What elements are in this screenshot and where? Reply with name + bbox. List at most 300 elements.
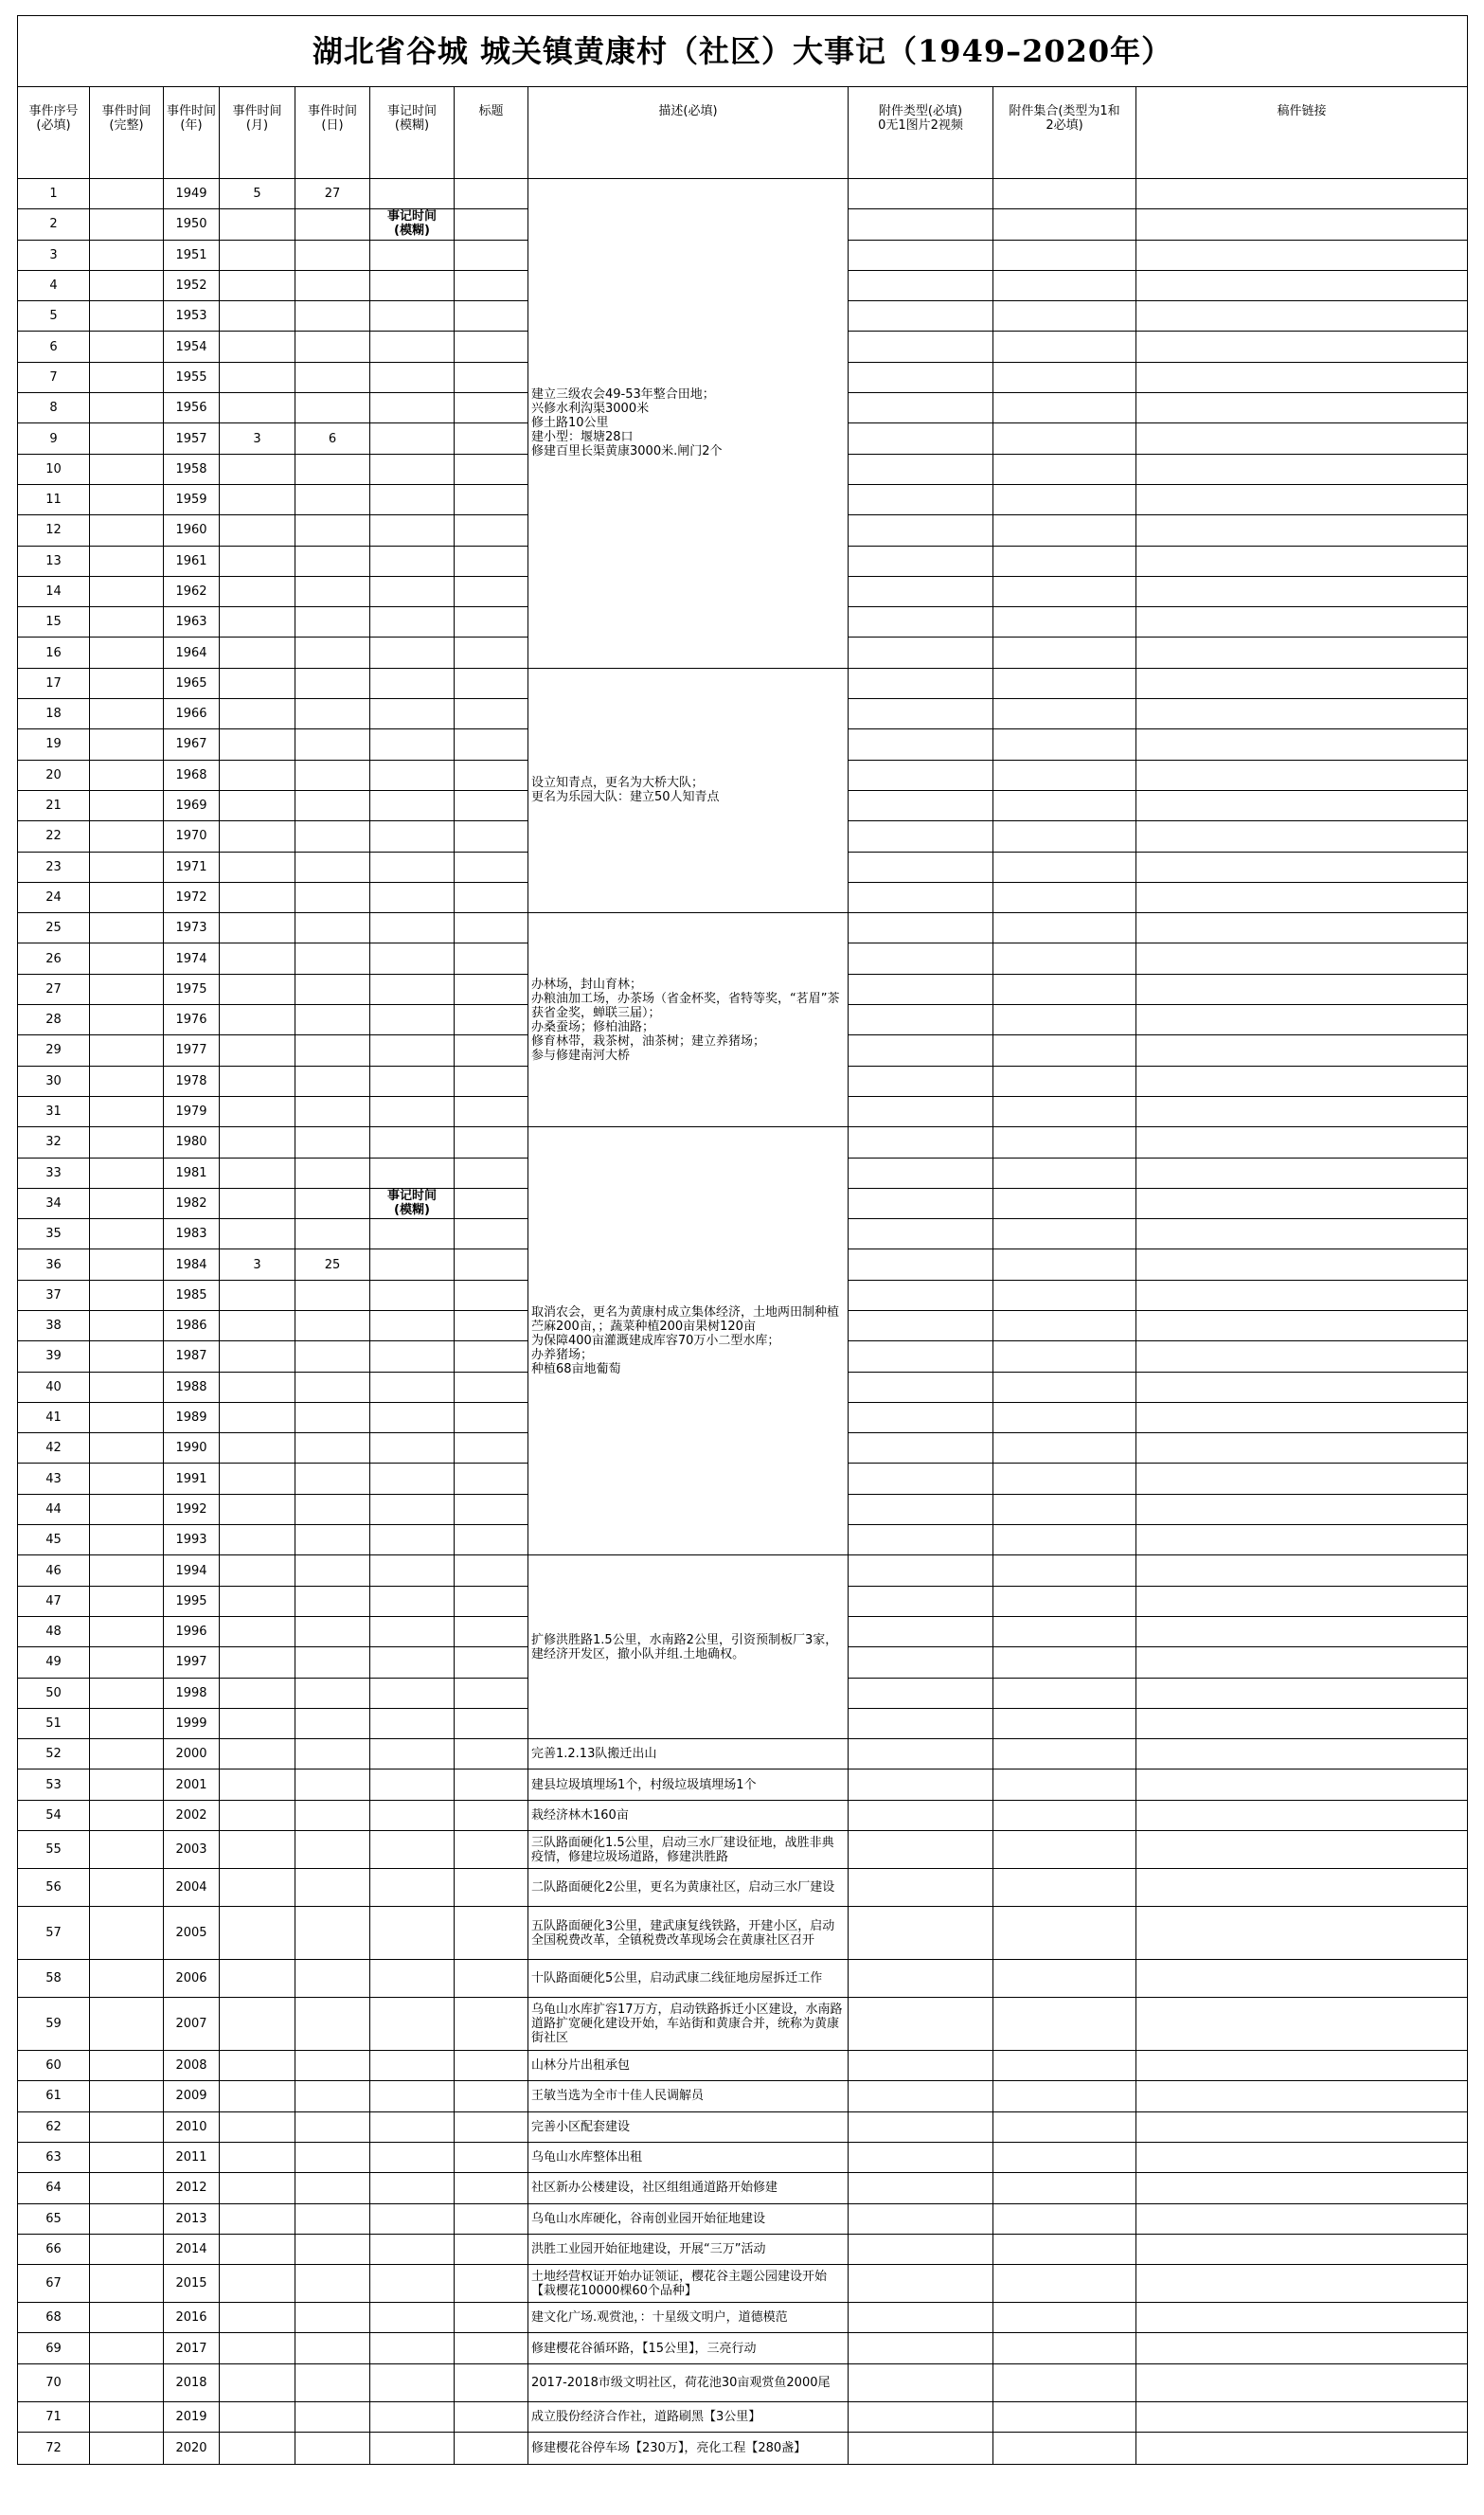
- cell-attachment-type: [849, 821, 993, 852]
- cell-event-time-full: [90, 2333, 164, 2363]
- header-attachment-set: 附件集合(类型为1和 2必填): [993, 87, 1136, 179]
- cell-attachment-type: [849, 1960, 993, 1998]
- cell-event-day: [295, 1066, 370, 1096]
- cell-event-no: 23: [18, 852, 90, 882]
- cell-attachment-set: [993, 1998, 1136, 2051]
- table-row: [18, 179, 1468, 209]
- cell-attachment-type: [849, 209, 993, 240]
- cell-description: 二队路面硬化2公里，更名为黄康社区，启动三水厂建设: [528, 1869, 849, 1907]
- cell-event-time-fuzzy: [370, 1127, 455, 1158]
- cell-article-link: [1136, 1647, 1468, 1678]
- cell-article-link: [1136, 1310, 1468, 1340]
- cell-event-time-full: [90, 1769, 164, 1800]
- table-row: [18, 1831, 1468, 1869]
- cell-event-time-full: [90, 668, 164, 698]
- cell-event-time-full: [90, 2401, 164, 2432]
- cell-event-title: [455, 2203, 528, 2234]
- cell-event-day: [295, 1433, 370, 1464]
- cell-event-month: [220, 1188, 295, 1218]
- cell-event-time-full: [90, 882, 164, 912]
- cell-event-no: 59: [18, 1998, 90, 2051]
- cell-article-link: [1136, 1831, 1468, 1869]
- cell-event-month: [220, 1096, 295, 1126]
- cell-attachment-type: [849, 1310, 993, 1340]
- cell-event-month: [220, 1525, 295, 1555]
- cell-event-time-fuzzy: [370, 1464, 455, 1494]
- cell-event-time-full: [90, 2433, 164, 2465]
- cell-article-link: [1136, 1280, 1468, 1310]
- cell-attachment-type: [849, 1372, 993, 1402]
- cell-event-month: [220, 790, 295, 820]
- cell-attachment-type: [849, 1402, 993, 1432]
- cell-attachment-set: [993, 393, 1136, 423]
- cell-attachment-type: [849, 1739, 993, 1769]
- cell-article-link: [1136, 943, 1468, 974]
- cell-event-time-full: [90, 1158, 164, 1188]
- cell-event-no: 63: [18, 2142, 90, 2172]
- cell-event-title: [455, 1158, 528, 1188]
- cell-event-title: [455, 638, 528, 668]
- cell-attachment-set: [993, 301, 1136, 332]
- cell-event-no: 44: [18, 1494, 90, 1524]
- cell-event-no: 68: [18, 2303, 90, 2333]
- cell-event-day: [295, 1158, 370, 1188]
- cell-event-year: 1960: [164, 515, 220, 546]
- cell-event-day: [295, 332, 370, 362]
- cell-event-time-full: [90, 1960, 164, 1998]
- cell-event-day: [295, 1769, 370, 1800]
- cell-event-day: [295, 1525, 370, 1555]
- cell-event-time-fuzzy: [370, 1249, 455, 1280]
- cell-event-day: [295, 2401, 370, 2432]
- cell-attachment-set: [993, 1280, 1136, 1310]
- cell-event-month: [220, 546, 295, 576]
- cell-event-day: [295, 362, 370, 392]
- cell-attachment-set: [993, 2111, 1136, 2142]
- cell-event-no: 53: [18, 1769, 90, 1800]
- cell-event-year: 1984: [164, 1249, 220, 1280]
- cell-attachment-type: [849, 2401, 993, 2432]
- cell-event-day: [295, 1188, 370, 1218]
- cell-event-time-full: [90, 454, 164, 484]
- cell-event-year: 2006: [164, 1960, 220, 1998]
- cell-event-month: [220, 393, 295, 423]
- cell-event-time-fuzzy: [370, 1708, 455, 1738]
- cell-event-year: 1992: [164, 1494, 220, 1524]
- cell-event-title: [455, 1494, 528, 1524]
- cell-event-time-fuzzy: [370, 301, 455, 332]
- cell-event-time-fuzzy: [370, 2265, 455, 2303]
- cell-event-time-fuzzy: [370, 882, 455, 912]
- cell-event-month: [220, 1960, 295, 1998]
- cell-description-merged: 设立知青点，更名为大桥大队； 更名为乐园大队：建立50人知青点: [528, 668, 849, 912]
- cell-event-year: 1956: [164, 393, 220, 423]
- cell-event-year: 1970: [164, 821, 220, 852]
- table-row: [18, 1998, 1468, 2051]
- cell-event-year: 2017: [164, 2333, 220, 2363]
- cell-description: 土地经营权证开始办证领证，樱花谷主题公园建设开始【栽樱花10000棵60个品种】: [528, 2265, 849, 2303]
- cell-event-title: [455, 1341, 528, 1372]
- cell-event-year: 2007: [164, 1998, 220, 2051]
- cell-event-time-full: [90, 1998, 164, 2051]
- cell-event-month: [220, 362, 295, 392]
- cell-article-link: [1136, 2173, 1468, 2203]
- cell-event-year: 2005: [164, 1907, 220, 1960]
- cell-attachment-type: [849, 943, 993, 974]
- cell-attachment-set: [993, 852, 1136, 882]
- cell-attachment-set: [993, 1800, 1136, 1830]
- cell-article-link: [1136, 270, 1468, 300]
- cell-event-time-full: [90, 2363, 164, 2401]
- cell-event-title: [455, 1586, 528, 1616]
- cell-attachment-set: [993, 1433, 1136, 1464]
- cell-event-title: [455, 2303, 528, 2333]
- cell-event-day: [295, 943, 370, 974]
- cell-description: 2017-2018市级文明社区，荷花池30亩观赏鱼2000尾: [528, 2363, 849, 2401]
- cell-description: 建文化广场.观赏池，：十星级文明户，道德模范: [528, 2303, 849, 2333]
- cell-event-month: [220, 515, 295, 546]
- cell-event-time-fuzzy: [370, 668, 455, 698]
- cell-event-time-full: [90, 1341, 164, 1372]
- cell-event-time-full: [90, 2265, 164, 2303]
- cell-attachment-set: [993, 515, 1136, 546]
- cell-description: 修建樱花谷停车场【230万】，亮化工程【280盏】: [528, 2433, 849, 2465]
- header-description: 描述(必填): [528, 87, 849, 179]
- cell-attachment-type: [849, 454, 993, 484]
- cell-event-day: 27: [295, 179, 370, 209]
- cell-event-time-full: [90, 1586, 164, 1616]
- cell-attachment-set: [993, 2333, 1136, 2363]
- cell-attachment-type: [849, 1188, 993, 1218]
- cell-attachment-type: [849, 1525, 993, 1555]
- cell-event-time-fuzzy: [370, 1831, 455, 1869]
- cell-event-time-full: [90, 760, 164, 790]
- cell-article-link: [1136, 1066, 1468, 1096]
- cell-event-time-full: [90, 515, 164, 546]
- cell-attachment-type: [849, 638, 993, 668]
- cell-event-time-full: [90, 1494, 164, 1524]
- cell-article-link: [1136, 454, 1468, 484]
- cell-event-year: 2014: [164, 2234, 220, 2264]
- cell-event-title: [455, 1219, 528, 1249]
- cell-event-day: [295, 1280, 370, 1310]
- cell-attachment-type: [849, 1907, 993, 1960]
- cell-event-no: 13: [18, 546, 90, 576]
- cell-event-month: [220, 668, 295, 698]
- cell-description: 乌龟山水库扩容17万方，启动铁路拆迁小区建设，水南路道路扩宽硬化建设开始，车站街和黄康合并，统称为黄康街社区: [528, 1998, 849, 2051]
- cell-attachment-type: [849, 2081, 993, 2111]
- cell-description-merged: 办林场，封山育林； 办粮油加工场，办茶场（省金杯奖，省特等奖，“茗眉”茶获省金奖，蝉联三届）； 办桑蚕场；修柏油路； 修育林带，栽茶树，油茶树；建立养猪场； 参与修建南河大桥: [528, 913, 849, 1127]
- cell-event-time-fuzzy: [370, 1678, 455, 1708]
- cell-event-month: [220, 2363, 295, 2401]
- cell-attachment-set: [993, 484, 1136, 514]
- cell-event-day: [295, 2051, 370, 2081]
- cell-event-month: [220, 332, 295, 362]
- cell-event-no: 20: [18, 760, 90, 790]
- cell-description: 三队路面硬化1.5公里，启动三水厂建设征地，战胜非典疫情，修建垃圾场道路，修建洪胜路: [528, 1831, 849, 1869]
- cell-event-day: [295, 638, 370, 668]
- cell-event-month: [220, 638, 295, 668]
- cell-event-month: [220, 760, 295, 790]
- cell-event-month: [220, 2173, 295, 2203]
- cell-event-year: 1997: [164, 1647, 220, 1678]
- cell-event-time-fuzzy: [370, 1341, 455, 1372]
- cell-event-time-full: [90, 2303, 164, 2333]
- cell-event-day: [295, 515, 370, 546]
- cell-event-no: 52: [18, 1739, 90, 1769]
- cell-article-link: [1136, 301, 1468, 332]
- cell-attachment-set: [993, 607, 1136, 638]
- cell-event-year: 1985: [164, 1280, 220, 1310]
- cell-event-day: [295, 1035, 370, 1066]
- cell-event-time-full: [90, 332, 164, 362]
- cell-event-time-fuzzy: [370, 1647, 455, 1678]
- cell-event-time-fuzzy: [370, 576, 455, 606]
- cell-article-link: [1136, 1708, 1468, 1738]
- cell-event-time-full: [90, 1616, 164, 1646]
- cell-event-day: [295, 1831, 370, 1869]
- cell-event-title: [455, 1096, 528, 1126]
- cell-event-year: 1983: [164, 1219, 220, 1249]
- cell-event-month: [220, 2051, 295, 2081]
- cell-attachment-set: [993, 2265, 1136, 2303]
- cell-attachment-type: [849, 1494, 993, 1524]
- cell-event-year: 1991: [164, 1464, 220, 1494]
- cell-event-title: [455, 1960, 528, 1998]
- cell-event-no: 34: [18, 1188, 90, 1218]
- cell-event-year: 1980: [164, 1127, 220, 1158]
- cell-attachment-set: [993, 1525, 1136, 1555]
- cell-event-time-full: [90, 1219, 164, 1249]
- header-event-title: 标题: [455, 87, 528, 179]
- cell-event-day: [295, 1402, 370, 1432]
- cell-description-merged: 取消农会，更名为黄康村成立集体经济，土地两田制种植苎麻200亩，；蔬菜种植200亩果树120亩 为保障400亩灌溉建成库容70万小二型水库； 办养猪场； 种植68亩地葡萄: [528, 1127, 849, 1555]
- cell-event-time-full: [90, 1525, 164, 1555]
- cell-event-month: [220, 2333, 295, 2363]
- cell-article-link: [1136, 638, 1468, 668]
- cell-event-month: [220, 882, 295, 912]
- cell-event-time-full: [90, 1464, 164, 1494]
- cell-event-time-fuzzy: [370, 2303, 455, 2333]
- cell-event-day: [295, 1869, 370, 1907]
- cell-event-day: [295, 1096, 370, 1126]
- cell-description: 王敏当选为全市十佳人民调解员: [528, 2081, 849, 2111]
- cell-event-title: [455, 1555, 528, 1586]
- cell-event-time-fuzzy: [370, 1096, 455, 1126]
- cell-attachment-set: [993, 546, 1136, 576]
- cell-event-day: [295, 1464, 370, 1494]
- cell-event-title: [455, 1127, 528, 1158]
- cell-article-link: [1136, 1096, 1468, 1126]
- cell-event-day: [295, 668, 370, 698]
- cell-event-title: [455, 1708, 528, 1738]
- cell-event-no: 37: [18, 1280, 90, 1310]
- cell-event-title: [455, 1433, 528, 1464]
- cell-attachment-set: [993, 729, 1136, 760]
- cell-event-year: 2011: [164, 2142, 220, 2172]
- table-row: [18, 2433, 1468, 2465]
- cell-event-time-fuzzy: [370, 1035, 455, 1066]
- cell-event-no: 50: [18, 1678, 90, 1708]
- cell-attachment-type: [849, 179, 993, 209]
- cell-event-day: [295, 1960, 370, 1998]
- cell-event-time-fuzzy: [370, 1769, 455, 1800]
- cell-event-time-fuzzy: [370, 943, 455, 974]
- cell-article-link: [1136, 1769, 1468, 1800]
- cell-event-year: 1999: [164, 1708, 220, 1738]
- cell-event-day: [295, 1372, 370, 1402]
- cell-article-link: [1136, 484, 1468, 514]
- cell-article-link: [1136, 882, 1468, 912]
- cell-event-no: 12: [18, 515, 90, 546]
- cell-attachment-set: [993, 1096, 1136, 1126]
- cell-event-time-full: [90, 729, 164, 760]
- cell-attachment-type: [849, 1280, 993, 1310]
- cell-attachment-set: [993, 1907, 1136, 1960]
- table-row: [18, 2203, 1468, 2234]
- cell-event-time-fuzzy: 事记时间 (模糊): [370, 209, 455, 240]
- cell-event-time-full: [90, 1402, 164, 1432]
- cell-event-time-fuzzy: [370, 638, 455, 668]
- cell-event-time-fuzzy: [370, 240, 455, 270]
- cell-event-no: 9: [18, 423, 90, 454]
- cell-event-no: 1: [18, 179, 90, 209]
- cell-event-title: [455, 1616, 528, 1646]
- cell-event-day: [295, 1678, 370, 1708]
- cell-event-time-full: [90, 362, 164, 392]
- cell-attachment-set: [993, 1219, 1136, 1249]
- cell-event-day: [295, 2111, 370, 2142]
- cell-article-link: [1136, 1739, 1468, 1769]
- cell-event-title: [455, 301, 528, 332]
- cell-event-month: [220, 1831, 295, 1869]
- cell-event-time-full: [90, 943, 164, 974]
- cell-event-month: [220, 1586, 295, 1616]
- cell-event-time-fuzzy: [370, 1066, 455, 1096]
- cell-attachment-set: [993, 2234, 1136, 2264]
- cell-description: 洪胜工业园开始征地建设，开展“三万”活动: [528, 2234, 849, 2264]
- header-event-day: 事件时间 (日): [295, 87, 370, 179]
- cell-event-time-fuzzy: [370, 1800, 455, 1830]
- cell-attachment-type: [849, 790, 993, 820]
- cell-event-year: 1989: [164, 1402, 220, 1432]
- cell-event-day: [295, 1647, 370, 1678]
- cell-event-month: [220, 576, 295, 606]
- cell-article-link: [1136, 607, 1468, 638]
- cell-event-title: [455, 1831, 528, 1869]
- cell-event-title: [455, 2142, 528, 2172]
- cell-event-time-fuzzy: [370, 1494, 455, 1524]
- cell-attachment-type: [849, 2234, 993, 2264]
- cell-event-month: [220, 270, 295, 300]
- cell-attachment-set: [993, 2173, 1136, 2203]
- cell-attachment-type: [849, 1800, 993, 1830]
- cell-event-time-fuzzy: [370, 270, 455, 300]
- cell-event-time-full: [90, 852, 164, 882]
- cell-article-link: [1136, 393, 1468, 423]
- cell-event-no: 69: [18, 2333, 90, 2363]
- cell-event-no: 11: [18, 484, 90, 514]
- cell-event-month: [220, 1907, 295, 1960]
- cell-event-time-full: [90, 699, 164, 729]
- cell-event-time-fuzzy: [370, 1555, 455, 1586]
- cell-event-month: [220, 1158, 295, 1188]
- cell-event-no: 26: [18, 943, 90, 974]
- cell-article-link: [1136, 668, 1468, 698]
- cell-event-time-fuzzy: [370, 913, 455, 943]
- cell-event-time-full: [90, 1647, 164, 1678]
- cell-event-no: 51: [18, 1708, 90, 1738]
- cell-attachment-set: [993, 332, 1136, 362]
- cell-event-title: [455, 2265, 528, 2303]
- cell-attachment-set: [993, 974, 1136, 1004]
- cell-event-month: [220, 2081, 295, 2111]
- cell-event-no: 25: [18, 913, 90, 943]
- header-event-time-fuzzy: 事记时间 (模糊): [370, 87, 455, 179]
- cell-event-month: [220, 729, 295, 760]
- cell-event-title: [455, 882, 528, 912]
- header-event-no: 事件序号 (必填): [18, 87, 90, 179]
- cell-event-time-fuzzy: [370, 1960, 455, 1998]
- cell-article-link: [1136, 1402, 1468, 1432]
- cell-event-year: 1955: [164, 362, 220, 392]
- cell-event-day: [295, 882, 370, 912]
- cell-attachment-type: [849, 2265, 993, 2303]
- cell-event-month: [220, 2401, 295, 2432]
- cell-article-link: [1136, 1960, 1468, 1998]
- cell-event-time-fuzzy: [370, 2203, 455, 2234]
- header-article-link: 稿件链接: [1136, 87, 1468, 179]
- cell-event-time-full: [90, 1831, 164, 1869]
- cell-attachment-type: [849, 1127, 993, 1158]
- cell-event-month: [220, 1433, 295, 1464]
- cell-event-no: 22: [18, 821, 90, 852]
- cell-event-month: [220, 2433, 295, 2465]
- cell-article-link: [1136, 2234, 1468, 2264]
- cell-event-day: [295, 2234, 370, 2264]
- cell-event-year: 1967: [164, 729, 220, 760]
- cell-event-time-fuzzy: [370, 1372, 455, 1402]
- cell-event-no: 54: [18, 1800, 90, 1830]
- cell-attachment-type: [849, 1869, 993, 1907]
- cell-article-link: [1136, 1494, 1468, 1524]
- cell-article-link: [1136, 821, 1468, 852]
- cell-article-link: [1136, 2051, 1468, 2081]
- cell-event-no: 36: [18, 1249, 90, 1280]
- cell-attachment-type: [849, 2111, 993, 2142]
- cell-event-day: [295, 760, 370, 790]
- cell-event-time-full: [90, 2173, 164, 2203]
- cell-event-day: [295, 974, 370, 1004]
- cell-event-day: [295, 852, 370, 882]
- cell-event-title: [455, 1066, 528, 1096]
- cell-event-time-full: [90, 240, 164, 270]
- cell-event-year: 2020: [164, 2433, 220, 2465]
- cell-event-title: [455, 1769, 528, 1800]
- cell-event-no: 24: [18, 882, 90, 912]
- cell-event-year: 1959: [164, 484, 220, 514]
- cell-article-link: [1136, 1678, 1468, 1708]
- cell-attachment-type: [849, 1647, 993, 1678]
- cell-article-link: [1136, 209, 1468, 240]
- cell-event-time-fuzzy: [370, 2234, 455, 2264]
- table-row: [18, 1769, 1468, 1800]
- cell-article-link: [1136, 760, 1468, 790]
- cell-event-time-full: [90, 1708, 164, 1738]
- cell-event-time-full: [90, 1127, 164, 1158]
- cell-event-no: 43: [18, 1464, 90, 1494]
- cell-event-year: 2001: [164, 1769, 220, 1800]
